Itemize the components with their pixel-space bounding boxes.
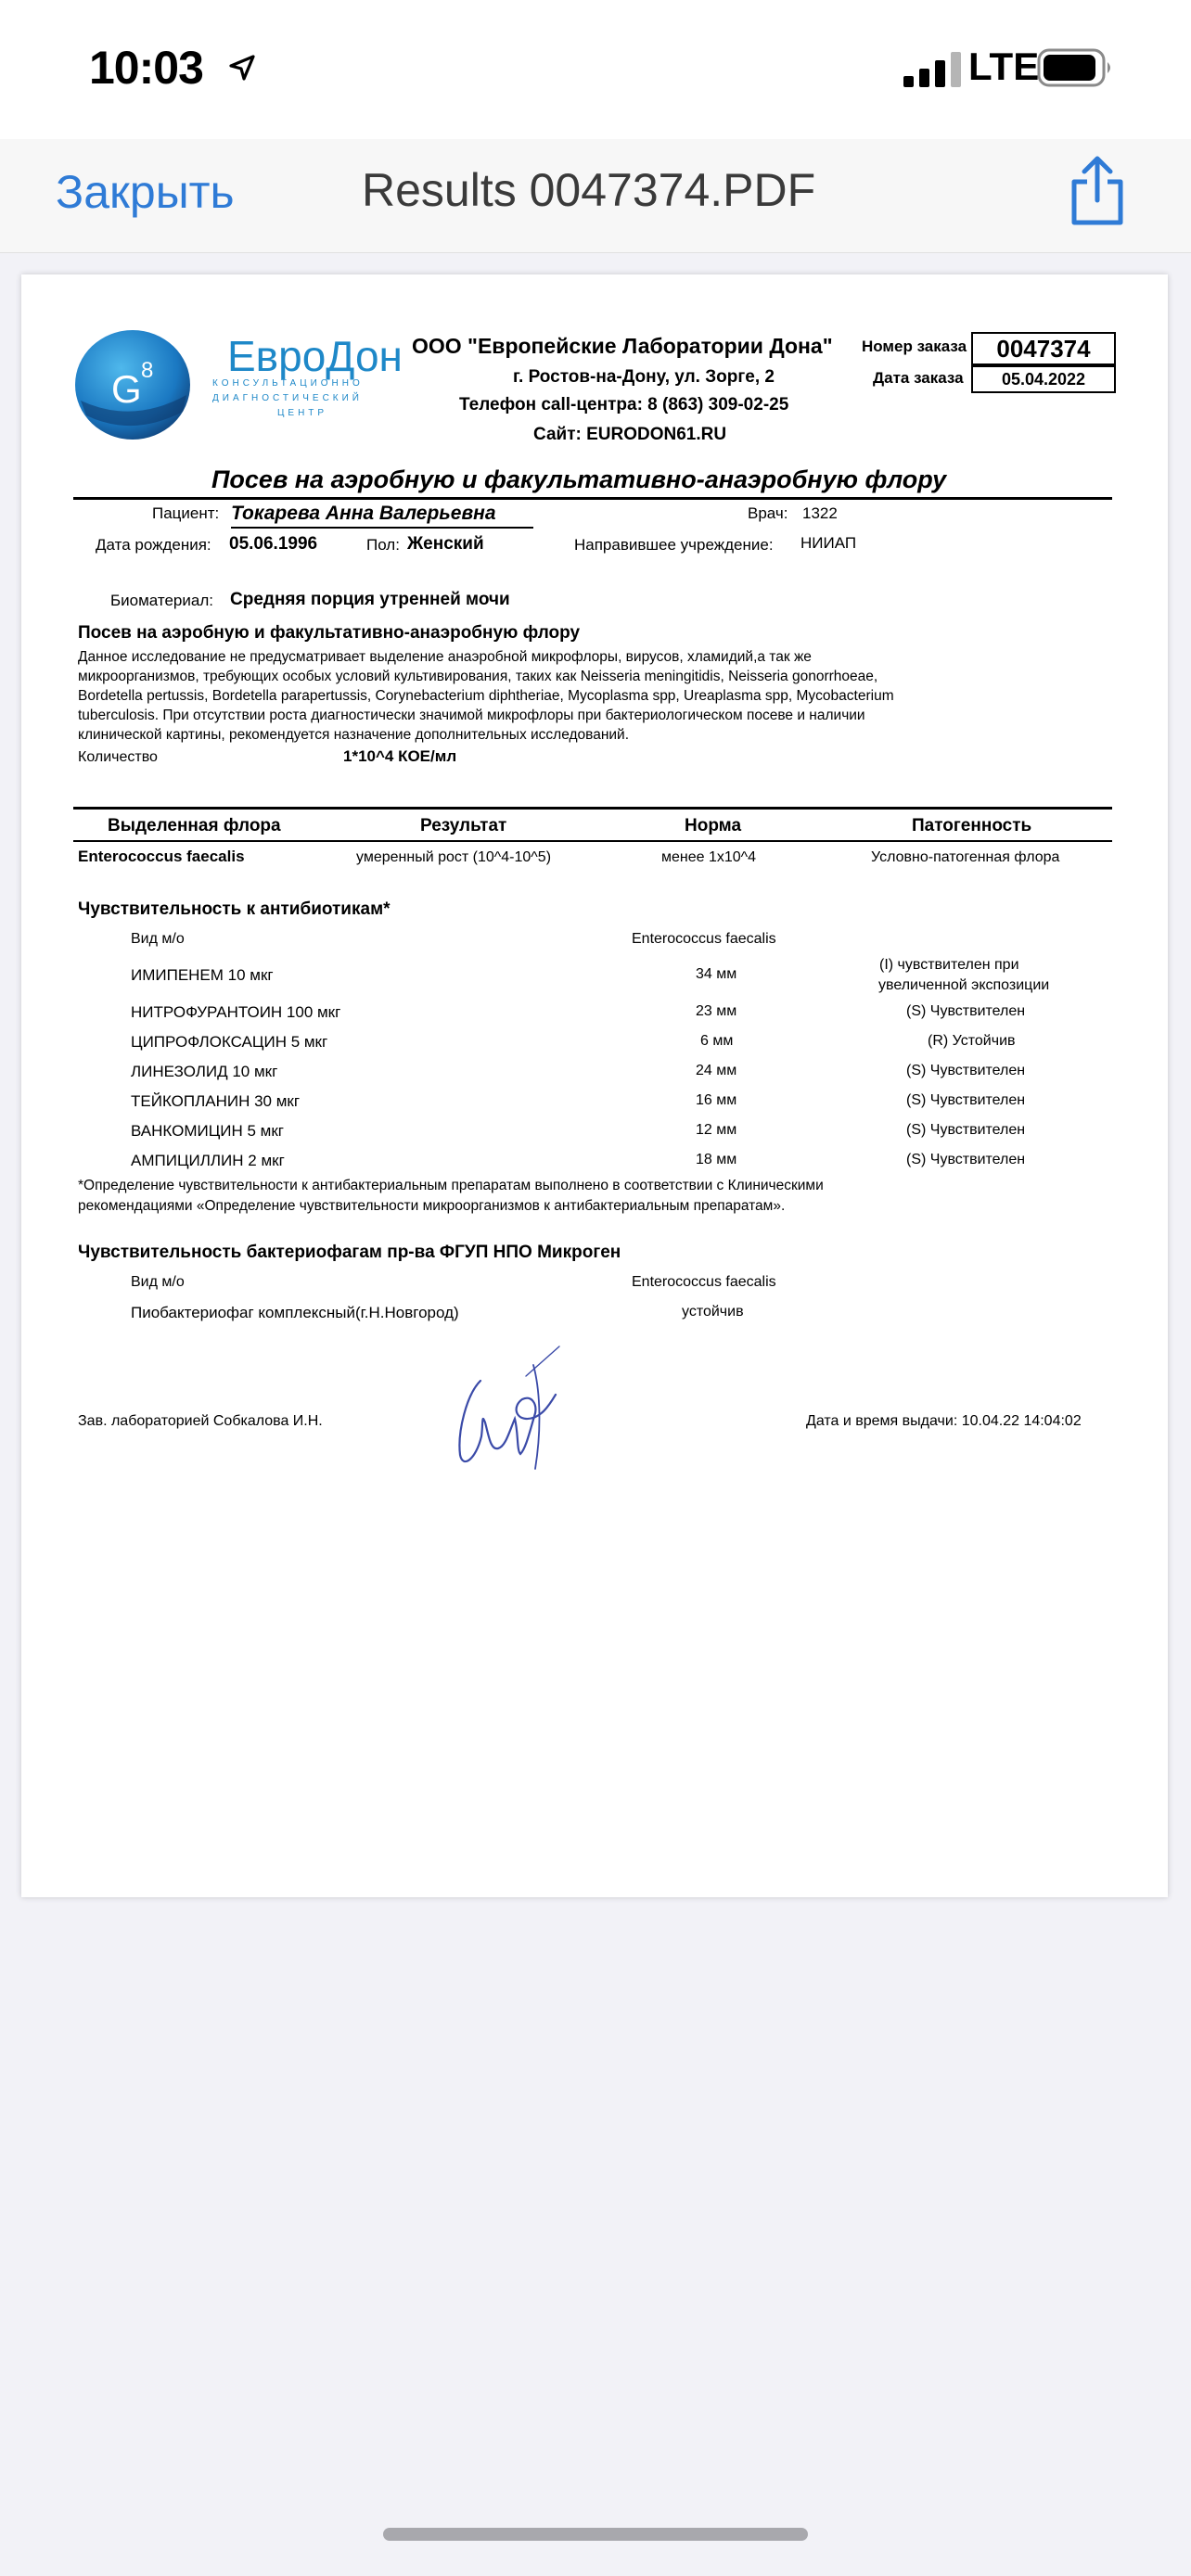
company-address: г. Ростов-на-Дону, ул. Зорге, 2 — [513, 367, 775, 387]
antibiotic-name: ИМИПЕНЕМ 10 мкг — [131, 966, 274, 984]
result-cell: умеренный рост (10^4-10^5) — [356, 849, 552, 865]
table-top-divider — [73, 807, 1112, 810]
location-arrow-icon — [228, 54, 256, 82]
organism-column-label: Вид м/о — [131, 931, 185, 947]
sensitivity-result: (S) Чувствителен — [906, 1003, 1026, 1019]
phages-heading: Чувствительность бактериофагам пр-ва ФГУП НПО Микроген — [78, 1243, 621, 1262]
referring-value: НИИАП — [800, 534, 857, 552]
phage-name: Пиобактериофаг комплексный(г.Н.Новгород) — [131, 1304, 459, 1321]
logo-subtitle-1: КОНСУЛЬТАЦИОННО — [212, 378, 364, 389]
sensitivity-result: (R) Устойчив — [928, 1033, 1016, 1049]
antibiotic-name: ВАНКОМИЦИН 5 мкг — [131, 1122, 285, 1140]
logo-text: ЕвроДон — [227, 332, 403, 380]
document-title: Results 0047374.PDF — [362, 164, 816, 216]
norm-header: Норма — [685, 816, 742, 835]
antibiotic-name: АМПИЦИЛЛИН 2 мкг — [131, 1152, 285, 1169]
home-indicator[interactable] — [383, 2528, 808, 2541]
flora-header: Выделенная флора — [108, 816, 281, 835]
zone-size: 24 мм — [696, 1063, 737, 1078]
description-line: Bordetella pertussis, Bordetella parapertussis, Corynebacterium diphtheriae, Mycoplasma spp, Ureaplasma spp, Mycobacterium — [78, 688, 894, 704]
share-icon[interactable] — [1067, 156, 1128, 226]
quantity-label: Количество — [78, 749, 158, 765]
zone-size: 16 мм — [696, 1092, 737, 1108]
sex-value: Женский — [407, 534, 484, 554]
sensitivity-result: (S) Чувствителен — [906, 1092, 1026, 1108]
order-date-value: 05.04.2022 — [971, 365, 1116, 393]
zone-size: 18 мм — [696, 1152, 737, 1167]
company-site: Сайт: EURODON61.RU — [533, 425, 727, 444]
description-line: tuberculosis. При отсутствии роста диагностически значимой микрофлоры при бактериологическом посеве и наличии — [78, 708, 865, 723]
antibiotic-name: ЛИНЕЗОЛИД 10 мкг — [131, 1063, 278, 1080]
logo-badge-sup: 8 — [141, 358, 154, 383]
logo-subtitle-2: ДИАГНОСТИЧЕСКИЙ — [212, 393, 363, 403]
battery-icon — [1037, 48, 1115, 87]
footnote: *Определение чувствительности к антибактериальным препаратам выполнено в соответствии с Клиническими — [78, 1178, 824, 1193]
phage-column-organism: Enterococcus faecalis — [632, 1274, 776, 1290]
result-header: Результат — [420, 816, 507, 835]
biomaterial-label: Биоматериал: — [110, 592, 213, 609]
title-divider — [73, 497, 1112, 500]
sensitivity-result: (S) Чувствителен — [906, 1063, 1026, 1078]
organism-column-value: Enterococcus faecalis — [632, 931, 776, 947]
doctor-value: 1322 — [802, 504, 838, 522]
norm-cell: менее 1х10^4 — [661, 849, 757, 865]
logo-subtitle-3: ЦЕНТР — [277, 408, 328, 418]
flora-cell: Enterococcus faecalis — [78, 848, 245, 865]
zone-size: 6 мм — [700, 1033, 734, 1049]
dob-value: 05.06.1996 — [229, 534, 318, 554]
pathogenicity-cell: Условно-патогенная флора — [871, 849, 1060, 865]
company-phone: Телефон call-центра: 8 (863) 309-02-25 — [459, 395, 789, 414]
antibiotic-name: НИТРОФУРАНТОИН 100 мкг — [131, 1003, 341, 1021]
order-number-value: 0047374 — [971, 332, 1116, 365]
close-button[interactable]: Закрыть — [56, 166, 235, 218]
antibiotics-heading: Чувствительность к антибиотикам* — [78, 899, 391, 919]
table-header-divider — [73, 840, 1112, 842]
logo-badge: G — [111, 367, 142, 411]
quantity-value: 1*10^4 КОЕ/мл — [343, 747, 457, 765]
patient-label: Пациент: — [152, 504, 220, 522]
patient-name: Токарева Анна Валерьевна — [231, 503, 496, 524]
company-name: ООО "Европейские Лаборатории Дона" — [412, 334, 833, 358]
doctor-label: Врач: — [748, 504, 788, 522]
patient-underline — [231, 527, 533, 529]
zone-size: 12 мм — [696, 1122, 737, 1138]
issue-datetime: Дата и время выдачи: 10.04.22 14:04:02 — [806, 1413, 1082, 1429]
signature-icon — [429, 1330, 578, 1478]
sensitivity-result: (I) чувствителен при — [879, 957, 1019, 973]
description-line: Данное исследование не предусматривает выделение анаэробной микрофлоры, вирусов, хламидий,а так же — [78, 649, 812, 665]
network-type: LTE — [968, 45, 1040, 88]
cellular-signal-icon — [903, 52, 963, 87]
sensitivity-result: (S) Чувствителен — [906, 1152, 1026, 1167]
biomaterial-value: Средняя порция утренней мочи — [230, 590, 510, 609]
antibiotic-name: ТЕЙКОПЛАНИН 30 мкг — [131, 1092, 301, 1110]
phage-result: устойчив — [682, 1304, 744, 1320]
pathogenicity-header: Патогенность — [912, 816, 1032, 835]
head-of-lab: Зав. лабораторией Собкалова И.Н. — [78, 1413, 323, 1429]
description-line: клинической картины, рекомендуется назначение дополнительных исследований. — [78, 727, 630, 743]
zone-size: 34 мм — [696, 966, 737, 982]
status-time: 10:03 — [89, 42, 203, 94]
referring-label: Направившее учреждение: — [574, 536, 774, 554]
sensitivity-result-note: увеличенной экспозиции — [878, 977, 1050, 993]
report-title: Посев на аэробную и факультативно-анаэробную флору — [211, 465, 947, 493]
footnote: рекомендациями «Определение чувствительности микроорганизмов к антибактериальным препаратам». — [78, 1198, 786, 1214]
phage-column-label: Вид м/о — [131, 1274, 185, 1290]
sensitivity-result: (S) Чувствителен — [906, 1122, 1026, 1138]
order-number-label: Номер заказа — [862, 338, 967, 355]
section-heading: Посев на аэробную и факультативно-анаэробную флору — [78, 623, 581, 643]
dob-label: Дата рождения: — [96, 536, 211, 554]
antibiotic-name: ЦИПРОФЛОКСАЦИН 5 мкг — [131, 1033, 328, 1051]
zone-size: 23 мм — [696, 1003, 737, 1019]
description-line: микроорганизмов, требующих особых условий культивирования, таких как Neisseria meningitidis, Neisseria gonorrhoeae, — [78, 669, 878, 684]
pdf-page[interactable] — [21, 274, 1168, 1897]
order-date-label: Дата заказа — [873, 369, 964, 387]
sex-label: Пол: — [366, 536, 400, 554]
